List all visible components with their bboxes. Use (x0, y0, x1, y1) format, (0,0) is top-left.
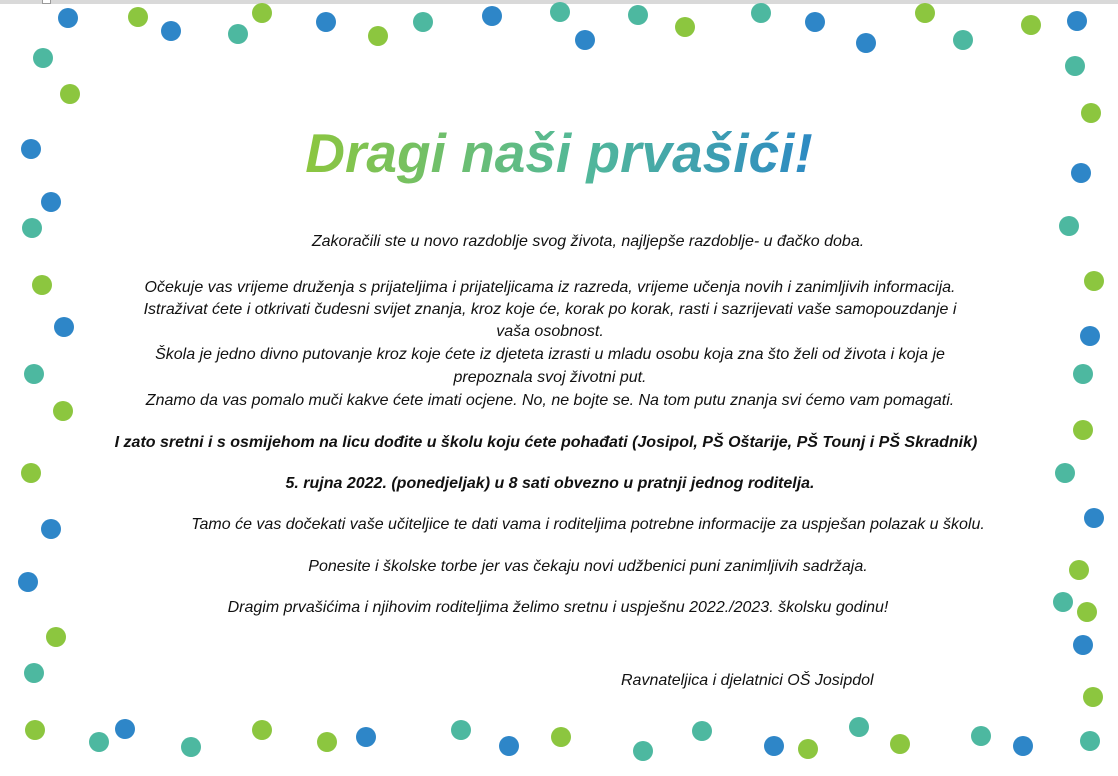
confetti-dot (1073, 635, 1093, 655)
confetti-dot (633, 741, 653, 761)
confetti-dot (849, 717, 869, 737)
confetti-dot (60, 84, 80, 104)
date-text: 5. rujna 2022. (ponedjeljak) u 8 sati obvezno u pratnji jednog roditelja. (285, 475, 815, 492)
body-line: Istraživat ćete i otkrivati čudesni svijet znanja, kroz koje će, korak po korak, rasti i sazrijevati vaše samopouzdanje i (143, 301, 957, 318)
confetti-dot (499, 736, 519, 756)
page-title: Dragi naši prvašići! (305, 122, 813, 184)
confetti-dot (451, 720, 471, 740)
confetti-dot (252, 3, 272, 23)
body-line: prepoznala svoj životni put. (453, 369, 647, 386)
confetti-dot (551, 727, 571, 747)
confetti-dot (316, 12, 336, 32)
confetti-dot (252, 720, 272, 740)
confetti-dot (181, 737, 201, 757)
body-line: vaša osobnost. (496, 323, 604, 340)
confetti-dot (1080, 731, 1100, 751)
confetti-dot (798, 739, 818, 759)
confetti-dot (550, 2, 570, 22)
confetti-dot (33, 48, 53, 68)
confetti-dot (1067, 11, 1087, 31)
body-line: Škola je jedno divno putovanje kroz koje ćete iz djeteta izrasti u mladu osobu koja zna što želi od života i koja je (155, 346, 945, 363)
confetti-dot (1065, 56, 1085, 76)
teachers-text: Tamo će vas dočekati vaše učiteljice te dati vama i roditeljima potrebne informacije za uspješan polazak u školu. (191, 516, 985, 533)
confetti-dot (1021, 15, 1041, 35)
signature: Ravnateljica i djelatnici OŠ Josipdol (621, 672, 874, 689)
confetti-dot (356, 727, 376, 747)
confetti-dot (413, 12, 433, 32)
intro-text: Zakoračili ste u novo razdoblje svog života, najljepše razdoblje- u đačko doba. (311, 233, 865, 250)
confetti-dot (764, 736, 784, 756)
body-line: Očekuje vas vrijeme druženja s prijateljima i prijateljicama iz razreda, vrijeme učenja novih i zanimljivih informacija. (144, 279, 956, 296)
confetti-dot (24, 663, 44, 683)
confetti-dot (41, 192, 61, 212)
confetti-dot (25, 720, 45, 740)
confetti-dot (115, 719, 135, 739)
confetti-dot (751, 3, 771, 23)
body-line: Znamo da vas pomalo muči kakve ćete imati ocjene. No, ne bojte se. Na tom putu znanja svi ćemo vam pomagati. (145, 392, 955, 409)
invitation-text: I zato sretni i s osmijehom na licu dođite u školu koju ćete pohađati (Josipol, PŠ Oštarije, PŠ Tounj i PŠ Skradnik) (114, 434, 978, 451)
confetti-dot (368, 26, 388, 46)
confetti-dot (856, 33, 876, 53)
confetti-dot (89, 732, 109, 752)
confetti-dot (805, 12, 825, 32)
confetti-dot (692, 721, 712, 741)
confetti-dot (1013, 736, 1033, 756)
confetti-dot (228, 24, 248, 44)
confetti-dot (128, 7, 148, 27)
confetti-dot (46, 627, 66, 647)
confetti-dot (58, 8, 78, 28)
confetti-dot (482, 6, 502, 26)
confetti-dot (18, 572, 38, 592)
confetti-dot (1083, 687, 1103, 707)
wishes-text: Dragim prvašićima i njihovim roditeljima želimo sretnu i uspješnu 2022./2023. školsku godinu! (227, 599, 889, 616)
confetti-dot (971, 726, 991, 746)
confetti-dot (161, 21, 181, 41)
confetti-dot (915, 3, 935, 23)
confetti-dot (317, 732, 337, 752)
confetti-dot (953, 30, 973, 50)
confetti-dot (890, 734, 910, 754)
confetti-dot (675, 17, 695, 37)
confetti-dot (575, 30, 595, 50)
bags-text: Ponesite i školske torbe jer vas čekaju novi udžbenici puni zanimljivih sadržaja. (308, 558, 868, 575)
confetti-dot (628, 5, 648, 25)
